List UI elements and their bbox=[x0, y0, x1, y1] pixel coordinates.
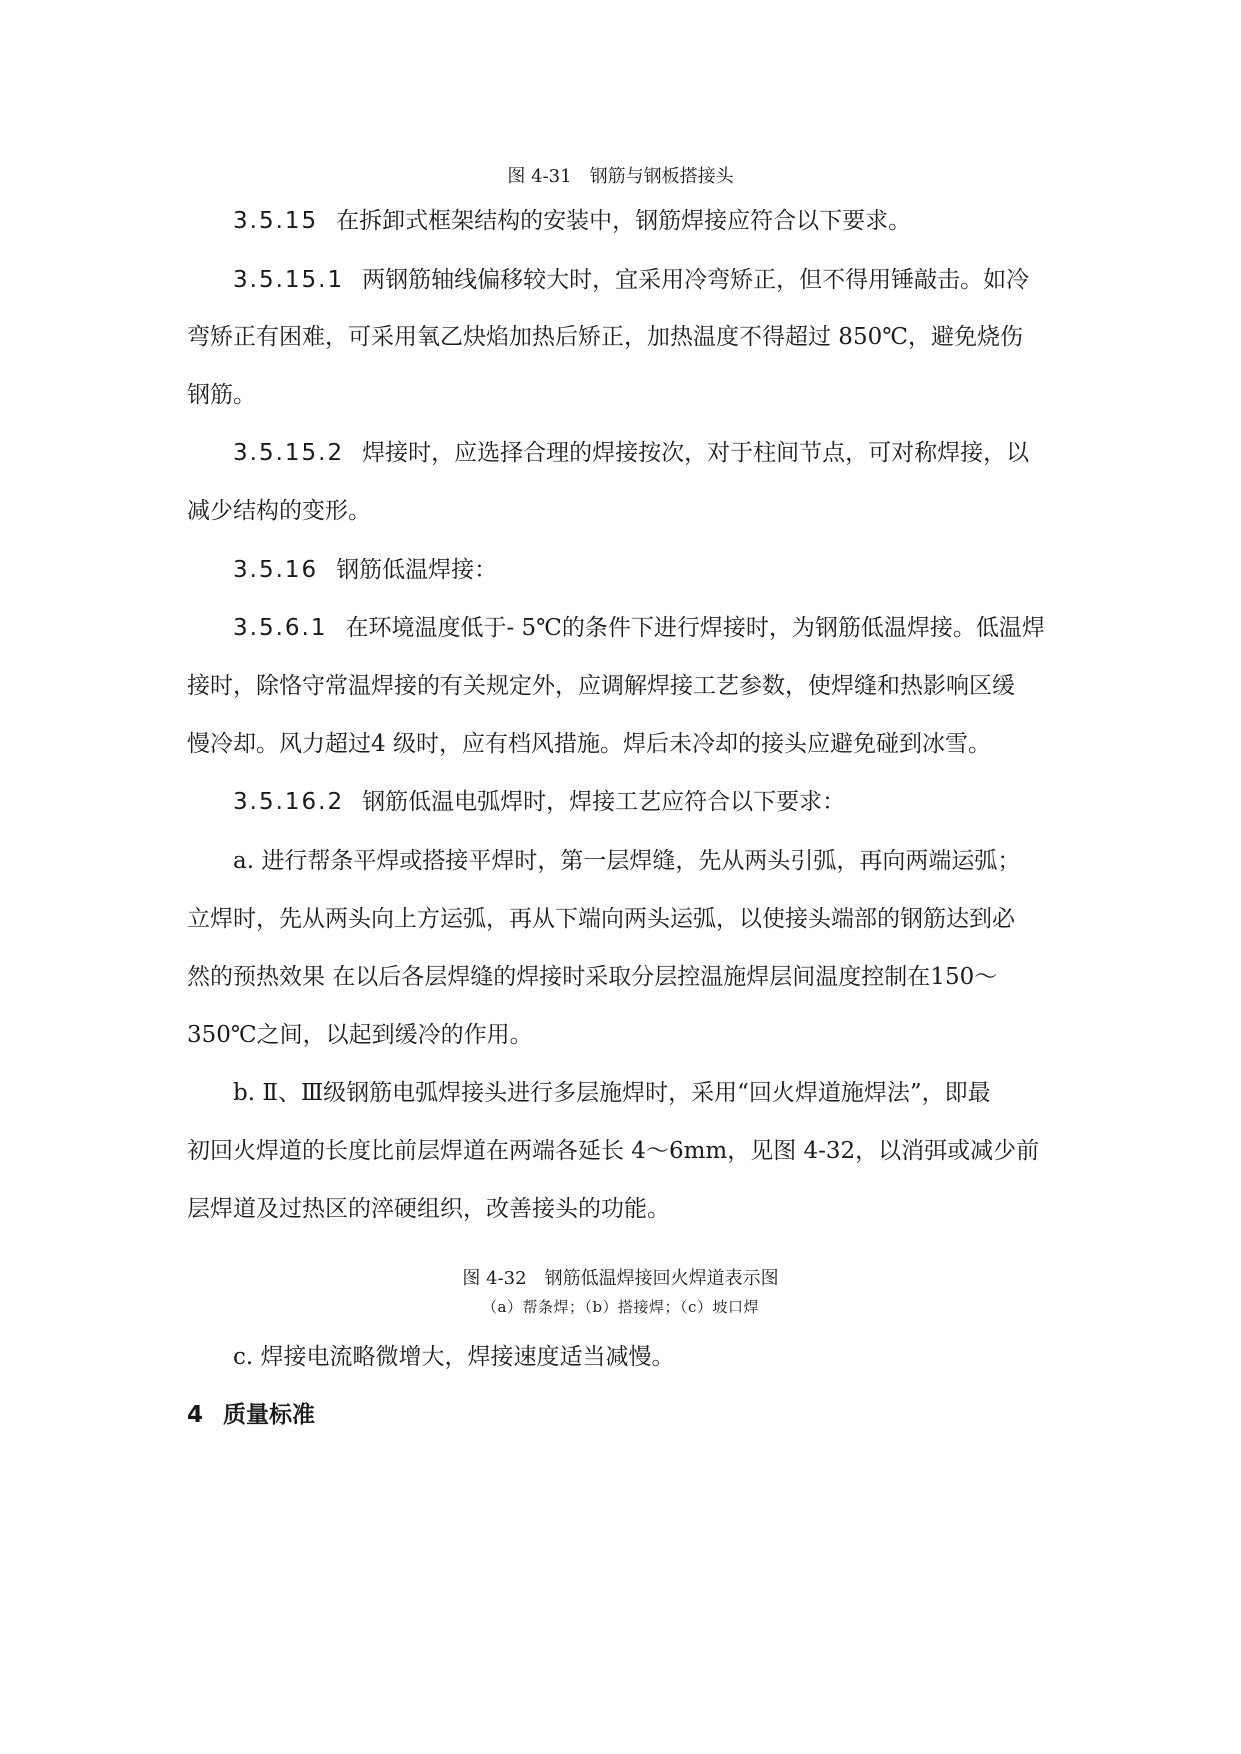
clause-3-5-15-2-line-1 bbox=[233, 442, 1029, 465]
clause-number: 3.5.15 bbox=[233, 208, 319, 234]
clause-text: 在拆卸式框架结构的安装中，钢筋焊接应符合以下要求。 bbox=[336, 208, 912, 234]
clause-3-5-15-1-line-2: 弯矫正有困难，可采用氧乙炔焰加热后矫正，加热温度不得超过 850℃，避免烧伤 bbox=[187, 324, 1023, 350]
figure-4-32-subcaption: （a）帮条焊；（b）搭接焊；（c）坡口焊 bbox=[482, 1298, 759, 1316]
clause-number: 3.5.6.1 bbox=[233, 615, 328, 641]
clause-3-5-15 bbox=[233, 210, 911, 233]
clause-number: 3.5.15.1 bbox=[233, 267, 345, 293]
item-b-line-3: 层焊道及过热区的淬硬组织，改善接头的功能。 bbox=[187, 1196, 670, 1222]
item-a-line-2: 立焊时，先从两头向上方运弧，再从下端向两头运弧，以使接头端部的钢筋达到必 bbox=[187, 906, 1015, 932]
item-b-line-1: b. Ⅱ、Ⅲ级钢筋电弧焊接头进行多层施焊时，采用“回火焊道施焊法”，即最 bbox=[233, 1080, 991, 1106]
clause-text: 两钢筋轴线偏移较大时，宜采用冷弯矫正，但不得用锤敲击。如冷 bbox=[362, 267, 1030, 293]
item-b-line-2: 初回火焊道的长度比前层焊道在两端各延长 4～6mm，见图 4-32，以消弭或减少前 bbox=[187, 1138, 1040, 1164]
item-a-line-4: 350℃之间，以起到缓冷的作用。 bbox=[187, 1022, 533, 1048]
clause-3-5-16-2 bbox=[233, 791, 845, 814]
clause-number: 3.5.16 bbox=[233, 557, 319, 583]
section-4-heading bbox=[187, 1404, 315, 1427]
item-a-line-3: 然的预热效果 在以后各层焊缝的焊接时采取分层控温施焊层间温度控制在150～ bbox=[187, 964, 998, 990]
clause-3-5-16 bbox=[233, 559, 497, 582]
section-number: 4 bbox=[187, 1402, 204, 1428]
item-c: c. 焊接电流略微增大，焊接速度适当减慢。 bbox=[233, 1344, 675, 1370]
clause-text: 在环境温度低于- 5℃的条件下进行焊接时，为钢筋低温焊接。低温焊 bbox=[345, 615, 1045, 641]
clause-3-5-15-1-line-3: 钢筋。 bbox=[187, 382, 256, 408]
item-a-line-1: a. 进行帮条平焊或搭接平焊时，第一层焊缝，先从两头引弧，再向两端运弧； bbox=[233, 848, 1021, 874]
clause-3-5-6-1-line-3: 慢冷却。风力超过4 级时，应有档风措施。焊后未冷却的接头应避免碰到冰雪。 bbox=[187, 731, 991, 757]
clause-3-5-6-1-line-1 bbox=[233, 617, 1045, 640]
clause-number: 3.5.16.2 bbox=[233, 789, 345, 815]
figure-4-31-caption: 图 4-31 钢筋与钢板搭接头 bbox=[507, 166, 734, 187]
clause-text: 钢筋低温电弧焊时，焊接工艺应符合以下要求： bbox=[362, 789, 846, 815]
clause-text: 焊接时，应选择合理的焊接按次，对于柱间节点，可对称焊接，以 bbox=[362, 440, 1030, 466]
clause-number: 3.5.15.2 bbox=[233, 440, 345, 466]
clause-3-5-6-1-line-2: 接时，除恪守常温焊接的有关规定外，应调解焊接工艺参数，使焊缝和热影响区缓 bbox=[187, 673, 1015, 699]
clause-text: 钢筋低温焊接： bbox=[336, 557, 498, 583]
clause-3-5-15-2-line-2: 减少结构的变形。 bbox=[187, 498, 371, 524]
clause-3-5-15-1-line-1 bbox=[233, 269, 1029, 292]
figure-4-32-caption: 图 4-32 钢筋低温焊接回火焊道表示图 bbox=[462, 1268, 779, 1289]
section-title: 质量标准 bbox=[223, 1402, 316, 1428]
